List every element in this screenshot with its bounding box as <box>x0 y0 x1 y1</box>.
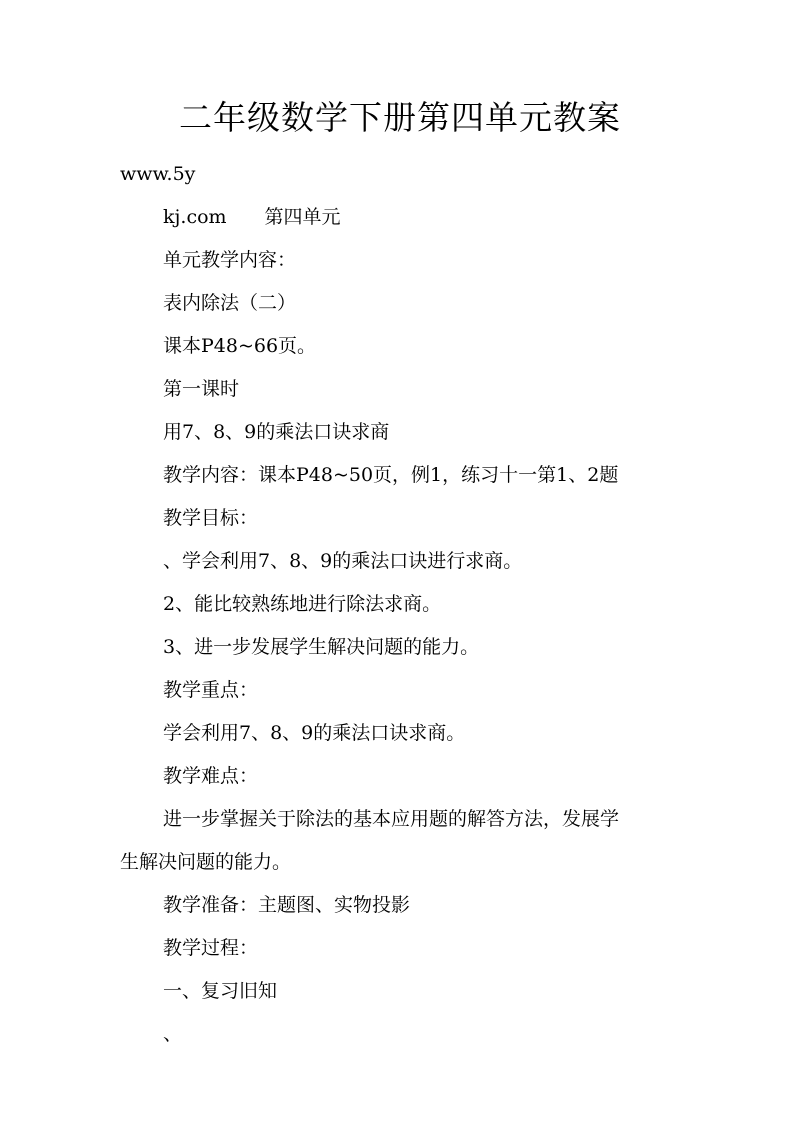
text-line: 教学内容：课本P48~50页，例1，练习十一第1、2题 <box>163 464 619 486</box>
text-line: 2、能比较熟练地进行除法求商。 <box>163 593 442 615</box>
text-line: 课本P48~66页。 <box>163 335 317 357</box>
text-line: 一、复习旧知 <box>163 980 278 1002</box>
text-line: 单元教学内容： <box>163 249 297 271</box>
text-line: 、 <box>163 1023 183 1045</box>
text-line: 进一步掌握关于除法的基本应用题的解答方法，发展学 <box>163 808 620 830</box>
text-line: 教学过程： <box>163 937 259 959</box>
document-title: 二年级数学下册第四单元教案 <box>179 98 621 137</box>
text-line: 第一课时 <box>163 378 240 400</box>
text-line: 、学会利用7、8、9的乘法口诀进行求商。 <box>163 550 523 572</box>
text-line: 教学难点： <box>163 765 259 787</box>
text-line: 表内除法（二） <box>163 292 297 314</box>
text-line: 生解决问题的能力。 <box>120 851 292 873</box>
text-line: 3、进一步发展学生解决问题的能力。 <box>163 636 480 658</box>
text-line: 教学准备：主题图、实物投影 <box>163 894 411 916</box>
text-line: 教学目标： <box>163 507 259 529</box>
text-line: www.5y <box>120 163 196 185</box>
text-line: kj.com 第四单元 <box>163 206 341 228</box>
text-line: 用7、8、9的乘法口诀求商 <box>163 421 390 443</box>
text-line: 学会利用7、8、9的乘法口诀求商。 <box>163 722 466 744</box>
text-line: 教学重点： <box>163 679 259 701</box>
